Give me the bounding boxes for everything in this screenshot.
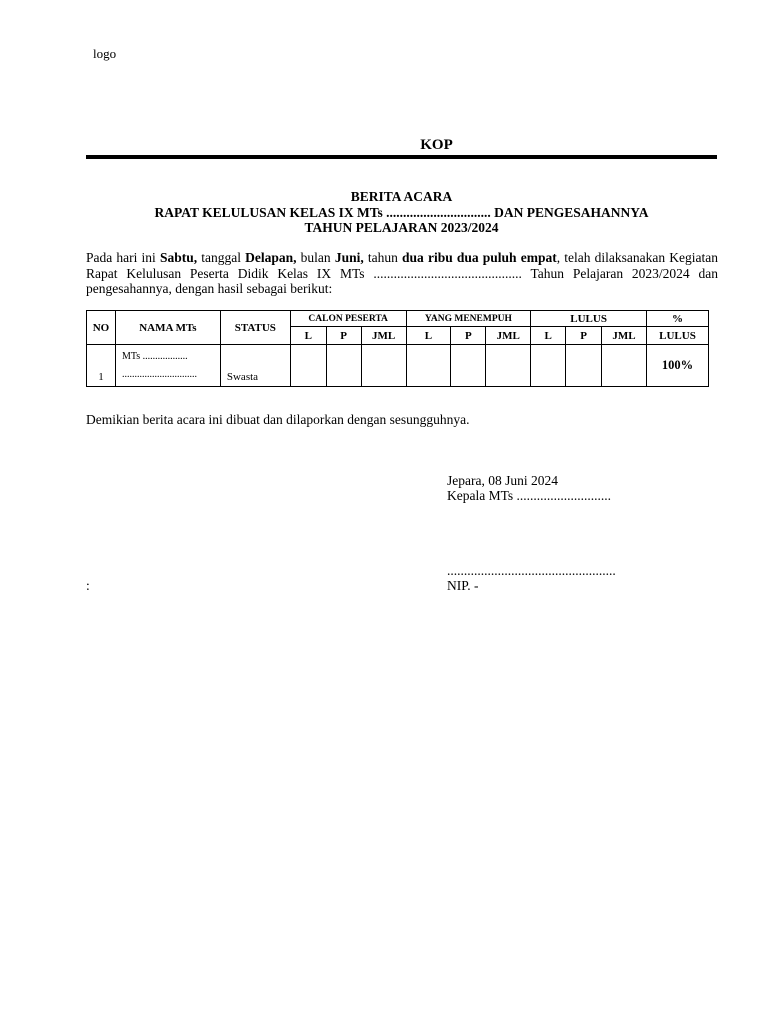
row-school-name xyxy=(115,345,220,387)
header-calon-p: P xyxy=(326,327,361,345)
header-status: STATUS xyxy=(220,311,290,345)
header-calon-peserta: CALON PESERTA xyxy=(290,311,406,327)
letterhead-divider xyxy=(86,155,717,159)
row-percent-lulus: 100% xyxy=(646,345,708,387)
signature-name-line: .................................................. xyxy=(447,563,616,578)
paragraph-text: tahun xyxy=(363,250,403,265)
row-menempuh-l xyxy=(406,345,451,387)
document-subtitle: RAPAT KELULUSAN KELAS IX MTs ............................... DAN PENGESAHANNYA xyxy=(154,205,649,220)
header-nama: NAMA MTs xyxy=(115,311,220,345)
header-no: NO xyxy=(87,311,116,345)
row-school-name-line2: .............................. xyxy=(121,368,197,380)
row-status: Swasta xyxy=(220,345,290,387)
header-lulus-p: P xyxy=(566,327,602,345)
paragraph-text: Pada hari ini xyxy=(86,250,160,265)
table-row xyxy=(87,345,709,387)
signature-nip: NIP. - xyxy=(447,578,479,593)
opening-paragraph xyxy=(86,250,718,297)
signature-place-date: Jepara, 08 Juni 2024 xyxy=(447,473,558,488)
row-menempuh-jml xyxy=(486,345,531,387)
header-percent-symbol: % xyxy=(646,311,708,327)
left-colon-mark: : xyxy=(86,578,90,593)
row-lulus-jml xyxy=(602,345,647,387)
row-calon-l xyxy=(290,345,326,387)
document-title: BERITA ACARA xyxy=(350,189,453,204)
row-school-name-line1: MTs .................. xyxy=(121,350,188,362)
paragraph-day: Sabtu, xyxy=(159,250,198,265)
row-lulus-p xyxy=(566,345,602,387)
paragraph-text: , telah dilaksanakan Kegiatan Rapat Kelulusan Peserta Didik Kelas IX MTs ............................................ Tahun Pelajaran 2023/2024 dan pengesahannya, dengan hasil sebagai berikut: xyxy=(86,250,718,296)
letterhead-kop: KOP xyxy=(420,137,453,153)
header-menempuh-l: L xyxy=(406,327,451,345)
header-lulus-l: L xyxy=(531,327,566,345)
row-calon-p xyxy=(326,345,361,387)
header-calon-jml: JML xyxy=(361,327,406,345)
row-no: 1 xyxy=(87,345,116,387)
header-menempuh-p: P xyxy=(451,327,486,345)
paragraph-month: Juni, xyxy=(334,250,364,265)
row-lulus-l xyxy=(531,345,566,387)
paragraph-text: tanggal xyxy=(197,250,246,265)
academic-year-title: TAHUN PELAJARAN 2023/2024 xyxy=(304,220,499,235)
paragraph-year: dua ribu dua puluh empat xyxy=(402,250,557,265)
row-calon-jml xyxy=(361,345,406,387)
graduation-results-table xyxy=(86,310,709,387)
header-lulus-jml: JML xyxy=(602,327,647,345)
header-menempuh-jml: JML xyxy=(486,327,531,345)
closing-statement: Demikian berita acara ini dibuat dan dilaporkan dengan sesungguhnya. xyxy=(86,412,470,427)
header-yang-menempuh: YANG MENEMPUH xyxy=(406,311,531,327)
header-calon-l: L xyxy=(290,327,326,345)
paragraph-text: bulan xyxy=(296,250,335,265)
logo-placeholder: logo xyxy=(93,46,117,61)
signature-title: Kepala MTs ............................ xyxy=(447,488,612,503)
paragraph-date: Delapan, xyxy=(245,250,297,265)
header-lulus: LULUS xyxy=(531,311,647,327)
row-menempuh-p xyxy=(451,345,486,387)
header-percent-lulus: LULUS xyxy=(646,327,708,345)
